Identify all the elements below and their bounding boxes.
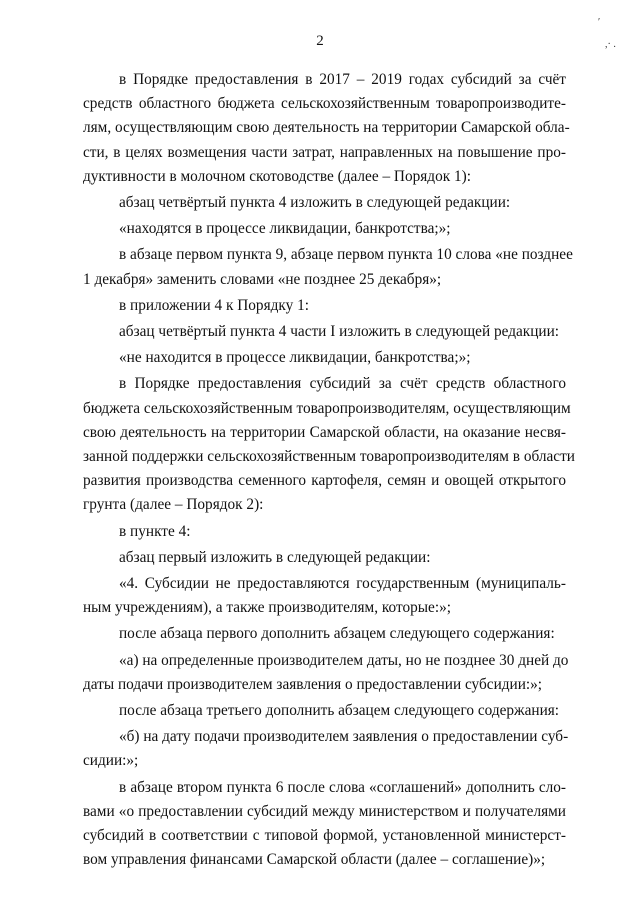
- scan-artifact: ,· .: [605, 39, 616, 50]
- text-line: лям, осуществляющим свою деятельность на территории Самарской обла-: [83, 119, 570, 137]
- paragraph-spacer: [83, 873, 566, 875]
- text-line: в пункте 4:: [119, 522, 191, 540]
- text-line: даты подачи производителем заявления о предоставлении субсидии:»;: [83, 675, 543, 693]
- paragraph: [83, 320, 566, 344]
- paragraph: [83, 572, 566, 620]
- paragraph: [83, 243, 573, 291]
- paragraph: [83, 520, 566, 544]
- text-line: субсидий в соответствии с типовой формой, установленной министерст-: [83, 827, 566, 845]
- text-line: абзац четвёртый пункта 4 изложить в следующей редакции:: [119, 194, 511, 212]
- text-line: в абзаце втором пункта 6 после слова «соглашений» дополнить сло-: [119, 778, 566, 796]
- text-line: сидии:»;: [83, 752, 139, 770]
- text-line: развития производства семенного картофеля, семян и овощей открытого: [83, 472, 566, 490]
- text-line: вами «о предоставлении субсидий между министерством и получателями: [83, 802, 566, 820]
- page-number: 2: [316, 33, 324, 49]
- text-line: «а) на определенные производителем даты, но не позднее 30 дней до: [119, 651, 569, 669]
- text-line: абзац четвёртый пункта 4 части I изложить в следующей редакции:: [119, 323, 560, 341]
- paragraph: [83, 725, 569, 773]
- document-body: [83, 68, 575, 875]
- paragraph: [83, 346, 566, 370]
- text-line: в Порядке предоставления в 2017 – 2019 годах субсидий за счёт: [119, 71, 566, 88]
- text-line: дуктивности в молочном скотоводстве (далее – Порядок 1):: [83, 167, 471, 185]
- text-line: средств областного бюджета сельскохозяйственным товаропроизводите-: [83, 95, 566, 113]
- text-line: 1 декабря» заменить словами «не позднее 25 декабря»;: [83, 270, 442, 288]
- text-line: в абзаце первом пункта 9, абзаце первом пункта 10 слова «не позднее: [119, 246, 573, 264]
- paragraph: [83, 191, 566, 215]
- text-line: в Порядке предоставления субсидий за счёт средств областного: [119, 375, 566, 393]
- paragraph: [83, 372, 575, 517]
- paragraph: [83, 546, 566, 570]
- scan-artifact: ′: [598, 17, 601, 28]
- paragraph: [83, 649, 569, 697]
- paragraph: [83, 217, 566, 241]
- text-line: абзац первый изложить в следующей редакции:: [119, 548, 431, 566]
- paragraph: [83, 68, 570, 189]
- text-line: бюджета сельскохозяйственным товаропроизводителям, осуществляющим: [83, 399, 571, 417]
- text-line: свою деятельность на территории Самарской области, на оказание несвя-: [83, 423, 566, 441]
- text-line: «4. Субсидии не предоставляются государственным (муниципаль-: [119, 575, 566, 593]
- text-line: вом управления финансами Самарской области (далее – соглашение)»;: [83, 851, 546, 869]
- paragraph: [83, 294, 566, 318]
- text-line: «б) на дату подачи производителем заявления о предоставлении суб-: [119, 728, 569, 746]
- text-line: занной поддержки сельскохозяйственным товаропроизводителям в области: [83, 448, 575, 466]
- paragraph: [83, 622, 566, 646]
- paragraph: [83, 776, 566, 873]
- paragraph: [83, 699, 566, 723]
- text-line: после абзаца первого дополнить абзацем следующего содержания:: [119, 625, 555, 643]
- text-line: ным учреждениям), а также производителям, которые:»;: [83, 599, 451, 617]
- text-line: сти, в целях возмещения части затрат, направленных на повышение про-: [83, 143, 566, 161]
- text-line: «не находится в процессе ликвидации, банкротства;»;: [119, 349, 471, 367]
- text-line: после абзаца третьего дополнить абзацем следующего содержания:: [119, 702, 560, 720]
- text-line: в приложении 4 к Порядку 1:: [119, 296, 309, 314]
- text-line: грунта (далее – Порядок 2):: [83, 496, 264, 514]
- text-line: «находятся в процессе ликвидации, банкротства;»;: [119, 220, 451, 238]
